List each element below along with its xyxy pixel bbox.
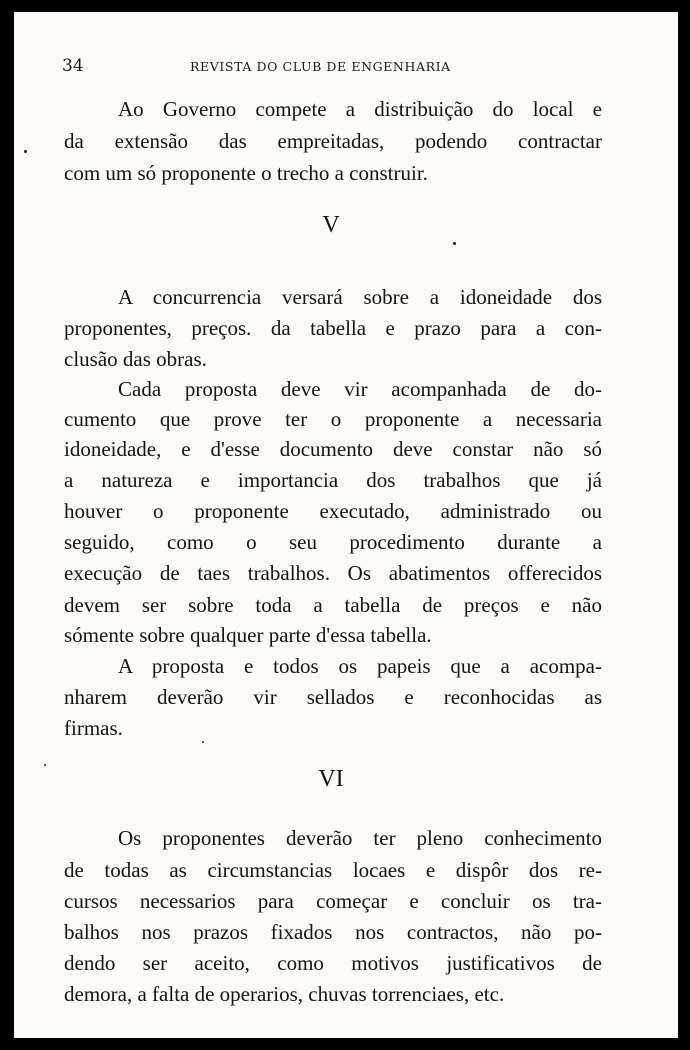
text-line: devem ser sobre toda a tabella de preços e não — [64, 593, 602, 617]
text-line: Ao Governo compete a distribuição do local e — [118, 97, 602, 121]
text-line: houver o proponente executado, administrado ou — [64, 499, 602, 523]
text-line: demora, a falta de operarios, chuvas torrenciaes, etc. — [64, 982, 505, 1006]
text-line: com um só proponente o trecho a construir. — [64, 161, 428, 185]
ink-speck — [453, 242, 456, 245]
text-line: seguido, como o seu procedimento durante a — [64, 530, 602, 554]
text-line: proponentes, preços. da tabella e prazo para a con- — [64, 316, 602, 340]
text-line: nharem deverão vir sellados e reconhocidas as — [64, 685, 602, 709]
text-line: de todas as circumstancias locaes e dispôr dos re- — [64, 858, 602, 882]
book-page — [14, 12, 678, 1038]
running-head: REVISTA DO CLUB DE ENGENHARIA — [190, 59, 451, 74]
ink-speck — [44, 764, 46, 766]
ink-speck — [24, 150, 27, 153]
text-line: execução de taes trabalhos. Os abatimentos offerecidos — [64, 561, 602, 585]
text-line: cumento que prove ter o proponente a necessaria — [64, 407, 602, 431]
page-header — [62, 56, 622, 80]
text-line: cursos necessarios para começar e concluir os tra- — [64, 889, 602, 913]
text-line: Os proponentes deverão ter pleno conhecimento — [118, 826, 602, 850]
section-heading-vi: VI — [318, 766, 344, 792]
ink-speck — [202, 741, 204, 743]
text-line: dendo ser aceito, como motivos justificativos de — [64, 951, 602, 975]
text-line: idoneidade, e d'esse documento deve constar não só — [64, 437, 602, 461]
section-heading-v: V — [322, 212, 340, 238]
text-line: Cada proposta deve vir acompanhada de do- — [118, 377, 602, 401]
text-line: a natureza e importancia dos trabalhos que já — [64, 468, 602, 492]
text-line: clusão das obras. — [64, 347, 207, 371]
text-line: balhos nos prazos fixados nos contractos, não po- — [64, 920, 602, 944]
text-line: A proposta e todos os papeis que a acompa- — [118, 654, 602, 678]
text-line: firmas. — [64, 716, 123, 740]
text-line: A concurrencia versará sobre a idoneidade dos — [118, 285, 602, 309]
text-line: da extensão das empreitadas, podendo contractar — [64, 129, 602, 153]
page-number: 34 — [62, 56, 84, 76]
text-line: sómente sobre qualquer parte d'essa tabella. — [64, 623, 432, 647]
